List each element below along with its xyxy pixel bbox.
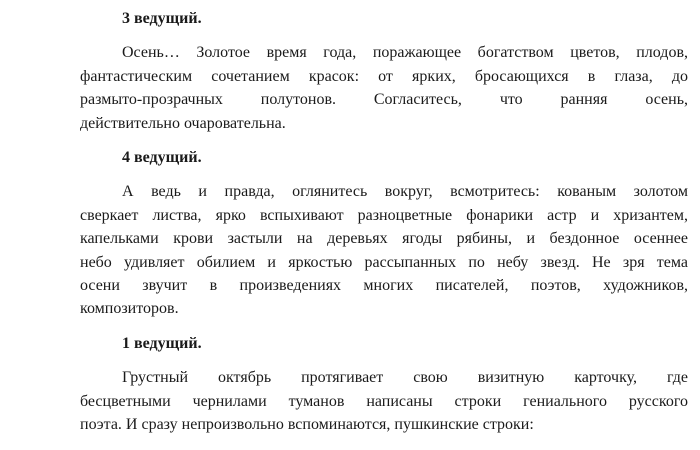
section-heading: 4 ведущий. bbox=[122, 149, 202, 167]
paragraph bbox=[80, 41, 688, 135]
text-line: сверкает листва, ярко вспыхивают разноцветные фонарики астр и хризантем, bbox=[80, 206, 688, 224]
text-line: фантастическим сочетанием красок: от ярких, бросающихся в глаза, до bbox=[80, 67, 688, 85]
text-line: А ведь и правда, оглянитесь вокруг, всмотритесь: кованым золотом bbox=[122, 183, 688, 201]
text-line: поэта. И сразу непроизвольно вспоминаются, пушкинские строки: bbox=[80, 416, 534, 434]
text-line: Грустный октябрь протягивает свою визитную карточку, где bbox=[122, 369, 688, 387]
text-line: капельками крови застыли на деревьях ягоды рябины, и бездонное осеннее bbox=[80, 230, 688, 248]
document-content bbox=[80, 7, 688, 437]
paragraph bbox=[80, 366, 688, 436]
section-heading: 1 ведущий. bbox=[122, 334, 202, 352]
text-line: Осень… Золотое время года, поражающее богатством цветов, плодов, bbox=[122, 44, 688, 62]
text-line: бесцветными чернилами туманов написаны строки гениального русского bbox=[80, 392, 688, 410]
text-line: осени звучит в произведениях многих писателей, поэтов, художников, bbox=[80, 277, 688, 295]
text-line: действительно очаровательна. bbox=[80, 114, 286, 132]
text-line: небо удивляет обилием и яркостью рассыпанных по небу звезд. Не зря тема bbox=[80, 253, 688, 271]
text-line: композиторов. bbox=[80, 300, 179, 318]
text-line: размыто-прозрачных полутонов. Согласитесь, что ранняя осень, bbox=[80, 91, 688, 109]
section-heading: 3 ведущий. bbox=[122, 10, 202, 27]
paragraph bbox=[80, 180, 688, 320]
